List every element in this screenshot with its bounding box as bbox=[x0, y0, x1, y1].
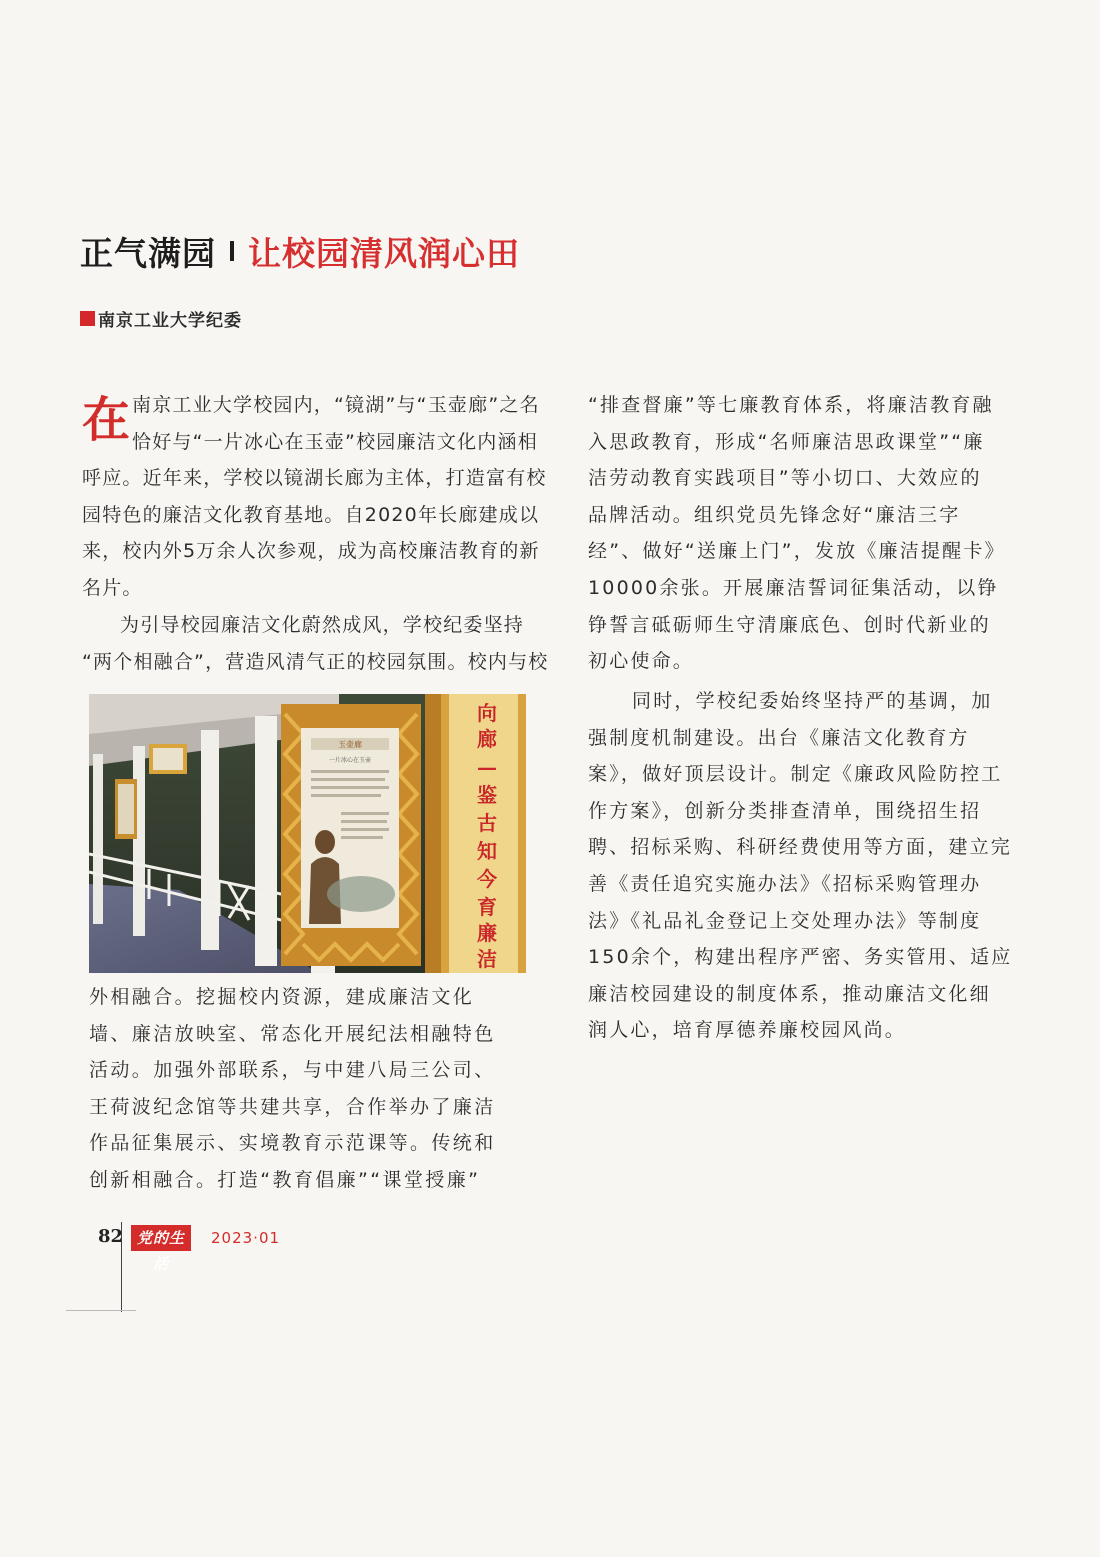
author-byline bbox=[80, 306, 242, 331]
paragraph-1 bbox=[82, 387, 547, 607]
paragraph-4 bbox=[588, 387, 1006, 680]
article-title: 让校园清风润心田 bbox=[248, 233, 520, 273]
banner-char: 廊 bbox=[477, 727, 497, 751]
text-line: 活动。加强外部联系，与中建八局三公司、 bbox=[89, 1059, 496, 1082]
banner-char: 育 bbox=[477, 895, 497, 919]
text-line: 来，校内外5万余人次参观，成为高校廉洁教育的新 bbox=[82, 540, 540, 563]
red-square-icon bbox=[80, 311, 95, 326]
section-title: 正气满园 bbox=[80, 233, 216, 273]
text-line: 呼应。近年来，学校以镜湖长廊为主体，打造富有校 bbox=[82, 467, 547, 490]
banner-char: — bbox=[477, 755, 497, 779]
text-line: 强制度机制建设。出台《廉洁文化教育方 bbox=[588, 726, 970, 749]
banner-char: 向 bbox=[477, 701, 497, 725]
banner-char: 古 bbox=[477, 811, 497, 835]
text-line: 初心使命。 bbox=[588, 650, 695, 673]
text-line: 经”、做好“送廉上门”，发放《廉洁提醒卡》 bbox=[588, 540, 1006, 563]
text-line: 创新相融合。打造“教育倡廉”“课堂授廉” bbox=[89, 1168, 481, 1191]
banner-char: 知 bbox=[477, 839, 497, 863]
paragraph-5 bbox=[588, 683, 1012, 1049]
board-subtitle: 一片冰心在玉壶 bbox=[328, 757, 372, 764]
folio-rule bbox=[66, 1310, 136, 1311]
paragraph-3 bbox=[89, 979, 496, 1199]
text-line: 聘、招标采购、科研经费使用等方面，建立完 bbox=[588, 836, 1013, 859]
article-header bbox=[80, 228, 520, 274]
text-line: 铮誓言砥砺师生守清廉底色、创时代新业的 bbox=[588, 613, 991, 636]
text-line: 为引导校园廉洁文化蔚然成风，学校纪委坚持 bbox=[120, 614, 525, 636]
text-line: 廉洁校园建设的制度体系，推动廉洁文化细 bbox=[588, 982, 991, 1005]
text-line: 10000余张。开展廉洁誓词征集活动，以铮 bbox=[588, 576, 999, 599]
text-line: “两个相融合”，营造风清气正的校园氛围。校内与校 bbox=[82, 650, 549, 673]
paragraph-2 bbox=[82, 607, 549, 680]
text-line: 南京工业大学校园内，“镜湖”与“玉壶廊”之名 bbox=[132, 394, 540, 416]
page-number: 82 bbox=[98, 1226, 124, 1247]
text-line: 园特色的廉洁文化教育基地。自2020年长廊建成以 bbox=[82, 503, 540, 526]
text-line: 润人心，培育厚德养廉校园风尚。 bbox=[588, 1019, 907, 1042]
banner-char: 鉴 bbox=[477, 783, 497, 807]
corridor-photo bbox=[89, 694, 526, 973]
text-line: 150余个，构建出程序严密、务实管用、适应 bbox=[588, 946, 1013, 969]
text-line: 案》，做好顶层设计。制定《廉政风险防控工 bbox=[588, 763, 1003, 786]
issue-date: 2023·01 bbox=[211, 1229, 281, 1247]
text-line: 同时，学校纪委始终坚持严的基调，加 bbox=[632, 690, 993, 712]
text-line: 法》《礼品礼金登记上交处理办法》等制度 bbox=[588, 909, 982, 932]
text-line: 作方案》，创新分类排查清单，围绕招生招 bbox=[588, 799, 982, 822]
text-line: 王荷波纪念馆等共建共享，合作举办了廉洁 bbox=[89, 1095, 496, 1118]
text-line: 恰好与“一片冰心在玉壶”校园廉洁文化内涵相 bbox=[132, 430, 538, 453]
text-line: 作品征集展示、实境教育示范课等。传统和 bbox=[89, 1132, 496, 1155]
drop-cap: 在 bbox=[82, 392, 131, 448]
banner-char: 今 bbox=[477, 867, 497, 891]
banner-char: 洁 bbox=[477, 947, 497, 971]
text-line: 墙、廉洁放映室、常态化开展纪法相融特色 bbox=[89, 1022, 496, 1045]
text-line: “排查督廉”等七廉教育体系，将廉洁教育融 bbox=[588, 394, 994, 416]
text-line: 名片。 bbox=[82, 576, 143, 599]
text-line: 外相融合。挖掘校内资源，建成廉洁文化 bbox=[89, 986, 475, 1008]
text-line: 入思政教育，形成“名师廉洁思政课堂”“廉 bbox=[588, 430, 985, 453]
magazine-logo: 党的生活 bbox=[131, 1225, 191, 1251]
text-line: 品牌活动。组织党员先锋念好“廉洁三字 bbox=[588, 503, 961, 526]
text-line: 洁劳动教育实践项目”等小切口、大效应的 bbox=[588, 467, 982, 490]
title-divider bbox=[230, 241, 234, 261]
board-title: 玉壶廊 bbox=[338, 740, 362, 749]
banner-char: 廉 bbox=[477, 921, 497, 945]
text-line: 善《责任追究实施办法》《招标采购管理办 bbox=[588, 872, 982, 895]
author-name: 南京工业大学纪委 bbox=[98, 311, 242, 331]
